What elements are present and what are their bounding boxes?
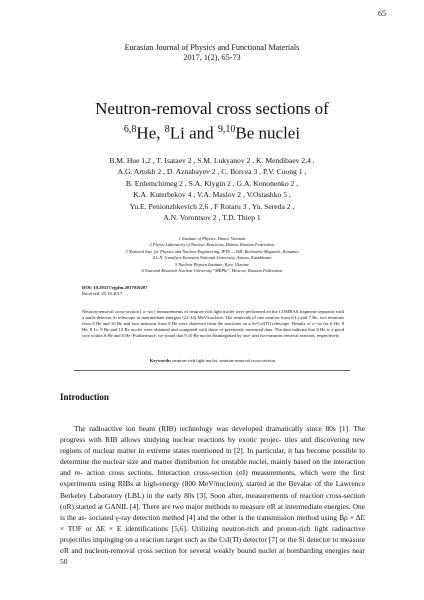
affiliations <box>60 236 364 274</box>
body-line: the Bevalac of the Lawrence Berkeley Laboratory (LBL) in the early 80s [3]. Soon <box>60 479 366 500</box>
section-divider <box>74 370 350 371</box>
author-line: B.M. Hue 1,2 , T. Isataev 2 , S.M. Lukyanov 2 , K. Mendibaev 2,4 , <box>109 156 315 165</box>
keywords-label: Keywords: <box>149 358 172 363</box>
page-number: 65 <box>378 9 386 18</box>
body-line: are two major methods to measure σR at intermediate energies. One is the as- <box>60 501 365 522</box>
body-line: action cross sections. Interaction cross-section (σI) measurements, which were <box>86 468 337 478</box>
body-line: after, measurements of reaction cross-section (σR) started at GANIL [4]. There <box>60 490 365 511</box>
author-line: A.G. Artukh 2 , D. Aznabayev 2 , C. Borcea 3 , P.V. Cuong 1 , <box>117 167 307 177</box>
title-line-1: Neutron-removal cross sections of <box>95 99 329 118</box>
body-line: cross section for several weakly bound nuclei at bombarding energies near 50 <box>60 546 365 567</box>
title-line-2: $^{6,8}$He, $^8$Li and $^{9,10}$Be nuclei <box>123 123 301 143</box>
affiliation: 2 Flerov Laboratory of Nuclear Reactions, Dubna, Russian Federation <box>149 242 275 248</box>
journal-header <box>0 43 424 63</box>
body-line: the first experiments using RIBs at high-energy (800 MeV/nucleon), started at <box>60 468 365 489</box>
body-line: as the CsI(Tl) detector [7] or the Si detector to measure σR and nucleon-removal <box>60 534 365 556</box>
body-line: and proton-rich light radioactive projectiles impinging on a reaction target such <box>60 523 366 544</box>
article-meta <box>82 285 147 297</box>
keywords <box>82 358 344 364</box>
body-line: matter distribution for unstable nuclei, mainly based on the interaction and re- <box>60 457 365 478</box>
body-text <box>60 423 365 567</box>
journal-citation: 2017, 1(2), 65-73 <box>183 53 241 62</box>
body-line: 80s [1]. The progress with RIB allows studying nuclear reactions by exotic projec- <box>60 424 365 445</box>
author-list <box>60 155 364 223</box>
abstract <box>82 309 344 339</box>
abstract-text: Neutron-removal cross-section ( σ−xn ) measurements of neutron-rich light nuclei were performed on the COMBAS fragment-separator with a multi-detector Si telescope at intermediate energies (22-34) MeV/nucleon. The removals of one neutron from 6 Li and 7 Be, two neutrons from 8 He and 10 Be and four neutrons from 8 He were observed from the reactions on a Si-CsI(Tl) telescope. Results of σ−xn for 6 He, 8 He, 8 Li, 9 Be and 10 Be nuclei were obtained and compared with those of previously measured data. The data indicate that 8 He is a good core within 6 He and 8 He. Furthermore, we found that 9,10 Be nuclei disintegrated by one- and two-neutron removal reaction, respectively. <box>82 309 344 339</box>
doi: DOI: 10.29317/ejpfm.2017010207 <box>82 285 148 290</box>
section-heading: Introduction <box>60 392 109 402</box>
received-date: Received: 25.10.2017 <box>82 291 123 296</box>
body-paragraph <box>60 423 365 567</box>
journal-name: Eurasian Journal of Physics and Functional Materials <box>124 43 300 52</box>
author-line: B. Erdemchimeg 2 , S.A. Klygin 2 , G.A. Kononenko 2 , <box>125 178 299 188</box>
body-line: using Bρ × ΔE × TOF or ΔE × E identifications [5,6]. Utilizing neutron-rich <box>60 512 366 533</box>
affiliation: 3 National Inst. for Physics and Nuclear Engineering, IFIN — HH, Bucharest-Magurele, Romania <box>125 248 299 254</box>
body-line: The radioactive ion beam (RIB) technology was developed dramatically since <box>74 424 322 433</box>
author-line: Yu.E. Penionzhkevich 2,6 , F Rotaru 3 , Yu. Sereda 2 , <box>129 201 295 211</box>
keywords-text: neutron-rich light nuclei, neutron-removal cross-section. <box>172 358 277 363</box>
body-line: sociated γ-ray detection method [4] and the other is the transmission method <box>88 512 319 522</box>
affiliation: 5 Nuclear Physics Institute, Kyiv, Ukraine <box>175 261 249 267</box>
affiliation: 4 L.N. Gumilyov Eurasian National University, Astana, Kazakhstan <box>152 255 272 261</box>
affiliation: 6 National Research Nuclear University "MEPhi", Moscow, Russian Federation <box>141 268 283 274</box>
body-line: tiles and discovering new regions of nuclear matter in extreme states mentioned <box>60 435 365 456</box>
affiliation: 1 Institute of Physics, Hanoi, Vietnam <box>178 236 246 241</box>
body-line: in [2]. In particular, it has become possible to determine the nuclear size and <box>60 446 365 467</box>
paper-title <box>0 98 424 144</box>
author-line: A.N. Vorontsov 2 , T.D. Thiep 1 <box>163 213 261 223</box>
author-line: K.A. Kuterbekov 4 , V.A. Maslov 2 , V.Ostashko 5 , <box>133 190 291 200</box>
